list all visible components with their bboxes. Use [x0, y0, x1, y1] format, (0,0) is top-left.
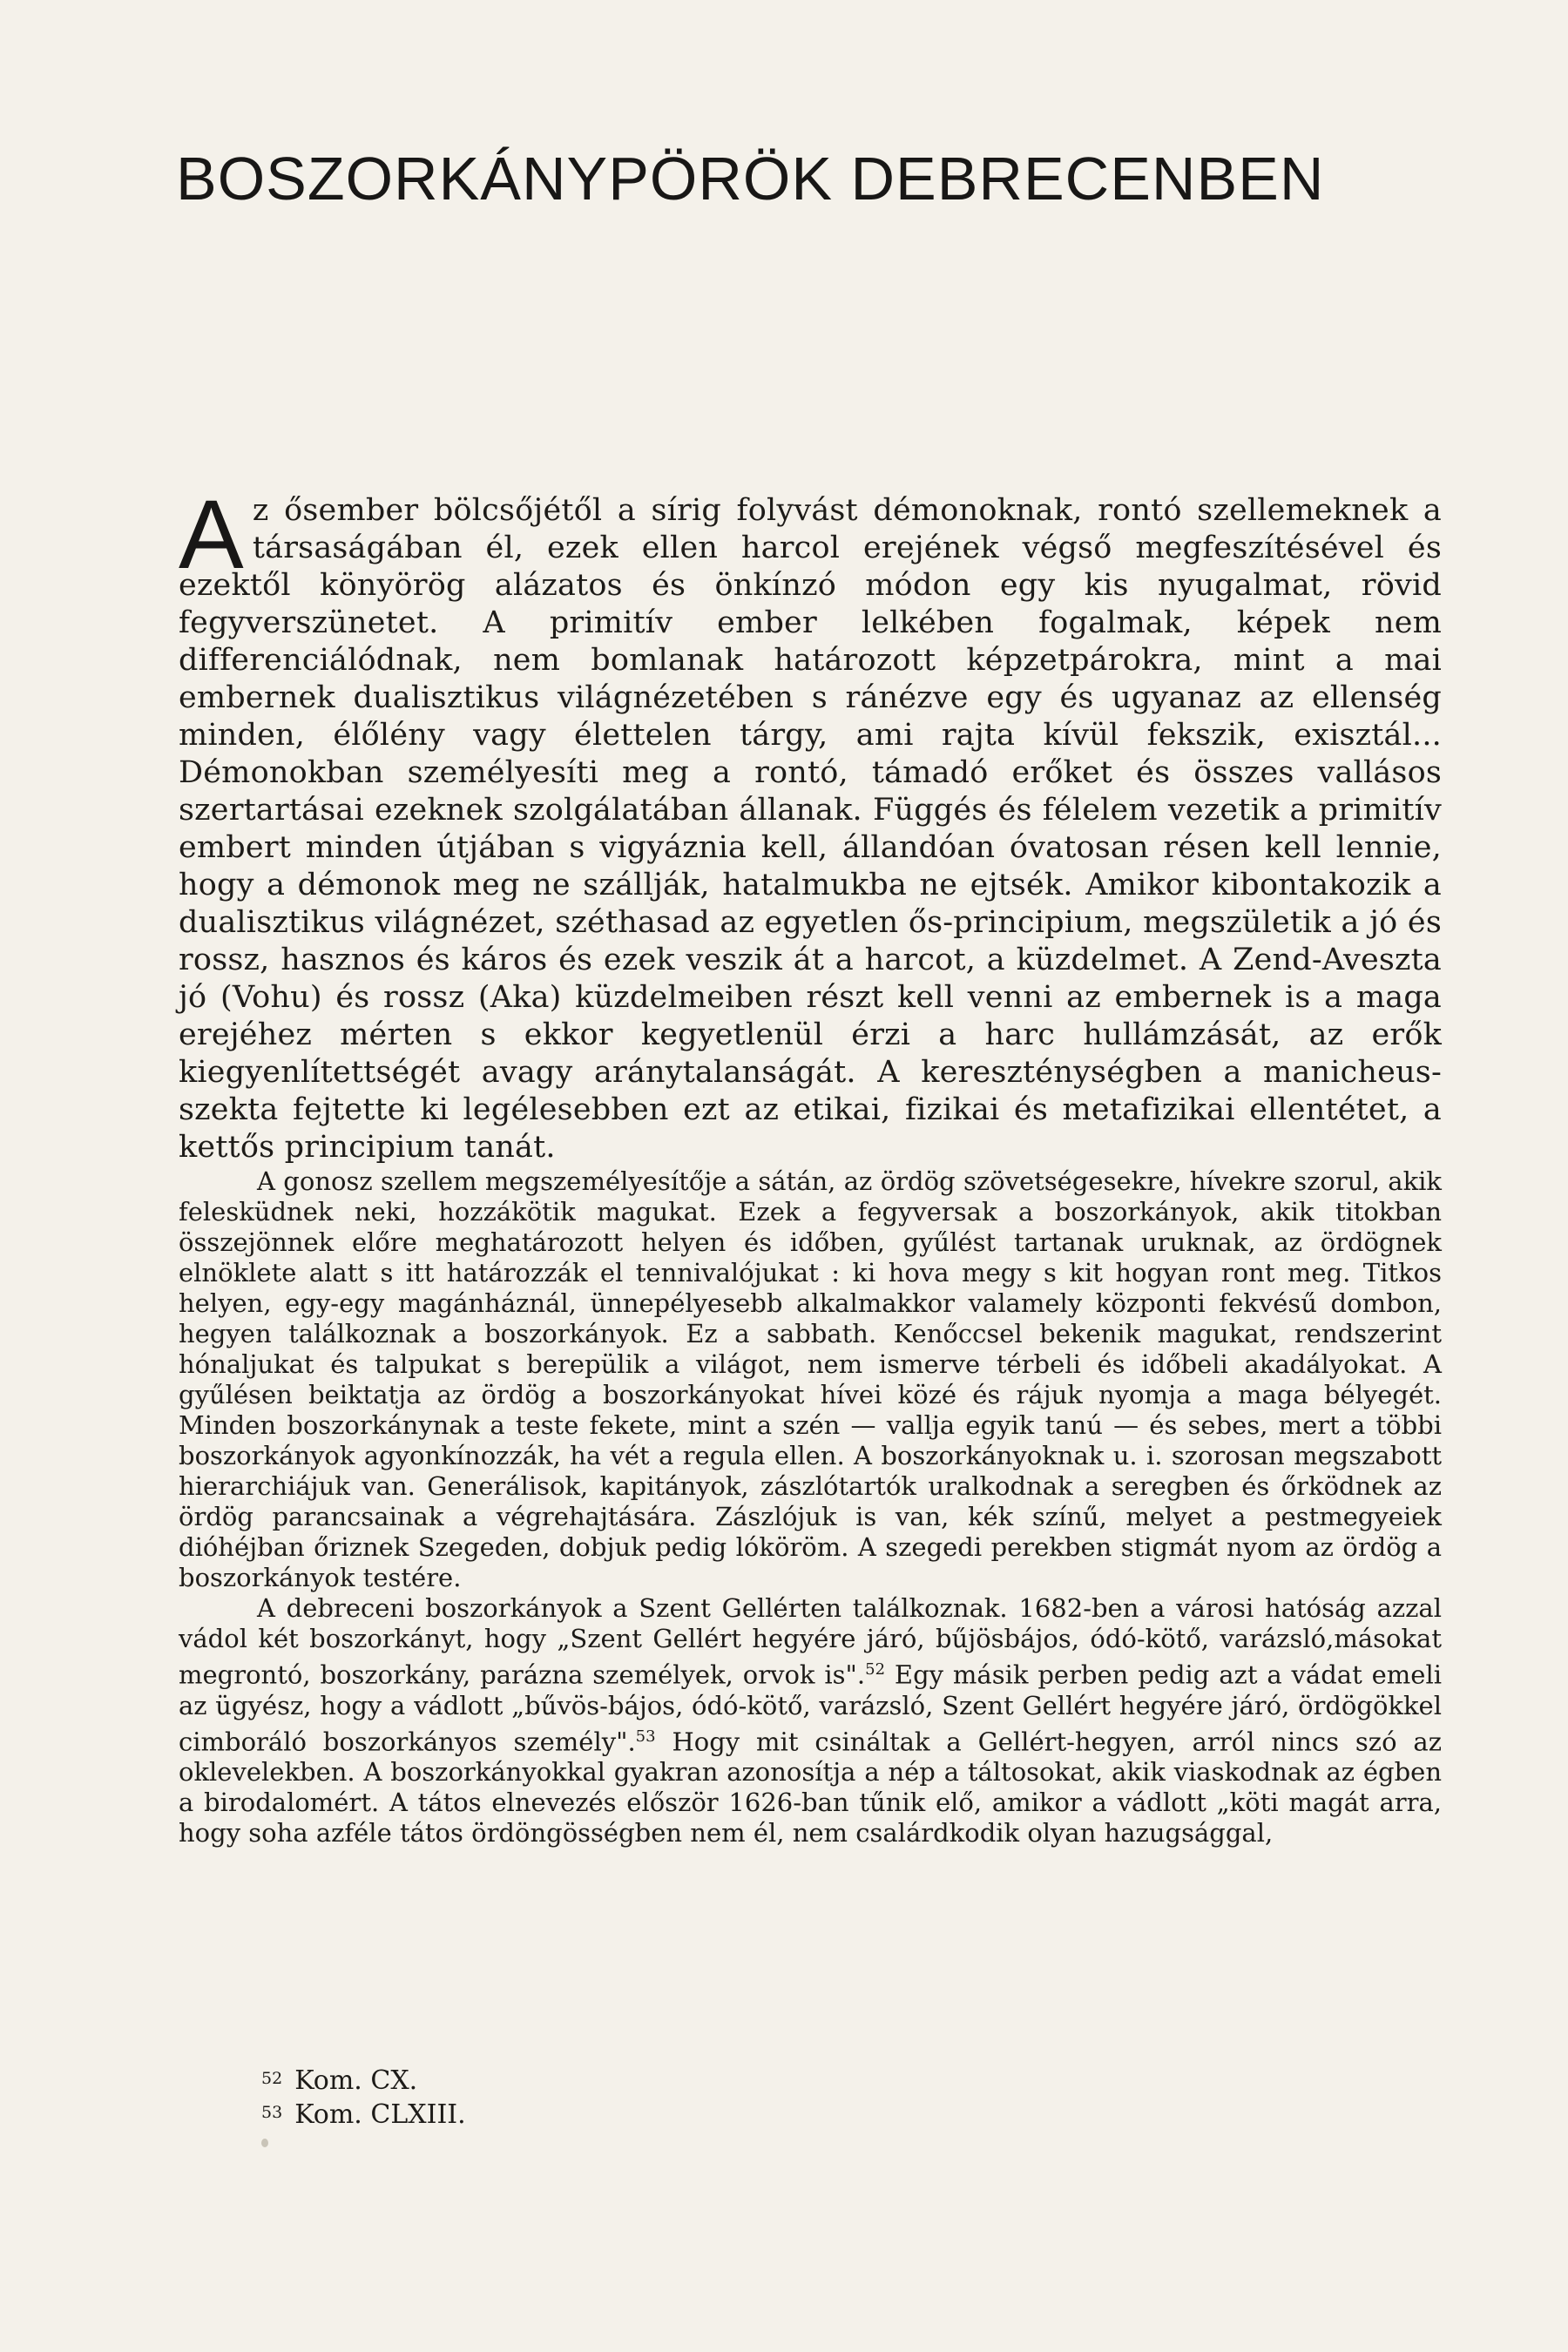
paragraph-debrecen-text-a: A debreceni boszorkányok a Szent Gellérten találkoznak. 1682-ben a városi hatóság azzal vádol két boszorkányt, hogy „Szent Gellért hegyére járó, bűjösbájos, ódó-kötő, varázsló,másokat megrontó, boszorkány, parázna személyek, orvok is".	[179, 1593, 1442, 1690]
footnote-number: 52	[261, 2069, 283, 2088]
paragraph-debrecen-text-b: Egy másik perben pedig azt a vádat emeli az ügyész, hogy a vádlott „bűvös-bájos, ódó-kötő, varázsló, Szent Gellért hegyére járó, ördögökkel cimboráló boszorkányos személy".	[179, 1659, 1442, 1757]
paragraph-debrecen	[179, 1593, 1442, 1848]
footnote-item	[261, 2063, 958, 2097]
article-body	[179, 480, 1442, 1848]
paragraph-satan: A gonosz szellem megszemélyesítője a sátán, az ördög szövetségesekre, hívekre szorul, akik felesküdnek neki, hozzákötik magukat. Ezek a fegyversak a boszorkányok, akik titokban összejönnek előre meghatározott helyen és időben, gyűlést tartanak uruknak, az ördögnek elnöklete alatt s itt határozzák el tennivalójukat : ki hova megy s kit hogyan ront meg. Titkos helyen, egy-egy magánháznál, ünnepélyesebb alkalmakkor valamely központi fekvésű dombon, hegyen találkoznak a boszorkányok. Ez a sabbath. Kenőccsel bekenik magukat, rendszerint hónaljukat és talpukat s berepülik a világot, nem ismerve térbeli és időbeli akadályokat. A gyűlésen beiktatja az ördög a boszorkányokat hívei közé és rájuk nyomja a maga bélyegét. Minden boszorkánynak a teste fekete, mint a szén — vallja egyik tanú — és sebes, mert a többi boszorkányok agyonkínozzák, ha vét a regula ellen. A boszorkányoknak u. i. szorosan megszabott hierarchiájuk van. Generálisok, kapitányok, zászlótartók uralkodnak a seregben és őrködnek az ördög parancsainak a végrehajtására. Zászlójuk is van, kék színű, melyet a pestmegyeiek dióhéjban őriznek Szegeden, dobjuk pedig lóköröm. A szegedi perekben stigmát nyom az ördög a boszorkányok testére.	[179, 1166, 1442, 1592]
footnote-text: Kom. CLXIII.	[294, 2099, 466, 2130]
paper-speck	[261, 2139, 268, 2147]
paragraph-debrecen-text-c: Hogy mit csináltak a Gellért-hegyen, arról nincs szó az oklevelekben. A boszorkányokkal gyakran azonosítja a nép a táltosokat, akik viaskodnak az égben a birodalomért. A tátos elnevezés először 1626-ban tűnik elő, amikor a vádlott „köti magát arra, hogy soha azféle tátos ördöngösségben nem él, nem csalárdkodik olyan hazugsággal,	[179, 1727, 1442, 1848]
footnotes	[261, 2063, 958, 2131]
page-title: BOSZORKÁNYPÖRÖK DEBRECENBEN	[176, 145, 1325, 213]
footnote-text: Kom. CX.	[294, 2065, 418, 2096]
footnote-ref-52[interactable]: 52	[865, 1660, 886, 1679]
drop-cap: A	[179, 480, 244, 589]
footnote-ref-53[interactable]: 53	[635, 1727, 656, 1746]
lead-paragraph	[179, 480, 1442, 1166]
footnote-item	[261, 2097, 958, 2131]
footnote-number: 53	[261, 2103, 283, 2122]
lead-paragraph-text: z ősember bölcsőjétől a sírig folyvást démonoknak, rontó szellemeknek a társaságában él, ezek ellen harcol erejének végső megfeszítésével és ezektől könyörög alázatos és önkínzó módon egy kis nyugalmat, rövid fegyverszünetet. A primitív ember lelkében fogalmak, képek nem differenciálódnak, nem bomlanak határozott képzetpárokra, mint a mai embernek dualisztikus világnézetében s ránézve egy és ugyanaz az ellenség minden, élőlény vagy élettelen tárgy, ami rajta kívül fekszik, exisztál... Démonokban személyesíti meg a rontó, támadó erőket és összes vallásos szertartásai ezeknek szolgálatában állanak. Függés és félelem vezetik a primitív embert minden útjában s vigyáznia kell, állandóan óvatosan résen kell lennie, hogy a démonok meg ne szállják, hatalmukba ne ejtsék. Amikor kibontakozik a dualisztikus világnézet, széthasad az egyetlen ős-principium, megszületik a jó és rossz, hasznos és káros és ezek veszik át a harcot, a küzdelmet. A Zend-Aveszta jó (Vohu) és rossz (Aka) küzdelmeiben részt kell venni az embernek is a maga erejéhez mérten s ekkor kegyetlenül érzi a harc hullámzását, az erők kiegyenlítettségét avagy aránytalanságát. A kereszténységben a manicheus-szekta fejtette ki legélesebben ezt az etikai, fizikai és metafizikai ellentétet, a kettős principium tanát.	[179, 493, 1442, 1165]
